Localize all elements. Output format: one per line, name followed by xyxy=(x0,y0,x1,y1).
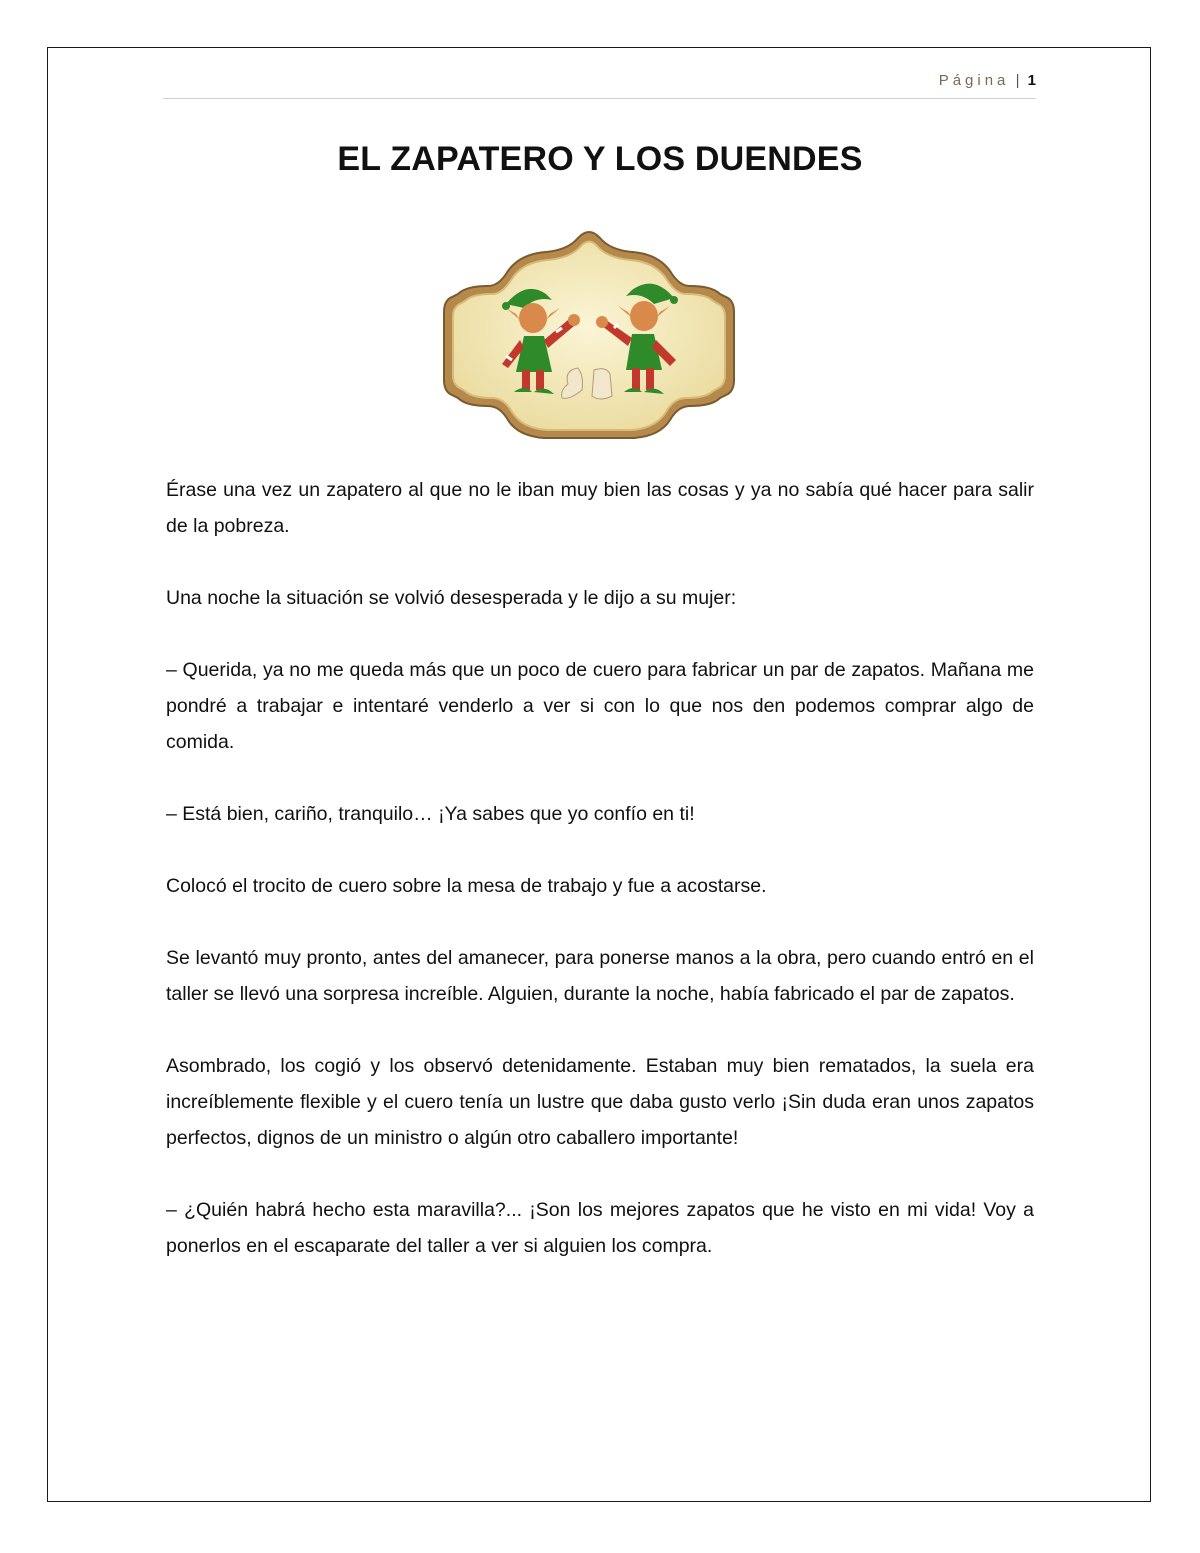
paragraph: – ¿Quién habrá hecho esta maravilla?... ¡Son los mejores zapatos que he visto en mi vida! Voy a ponerlos en el escaparate del taller a ver si alguien los compra. xyxy=(166,1199,1034,1257)
paragraph: – Está bien, cariño, tranquilo… ¡Ya sabes que yo confío en ti! xyxy=(166,803,695,825)
page-header xyxy=(163,72,1036,99)
paragraph: Érase una vez un zapatero al que no le iban muy bien las cosas y ya no sabía qué hacer para salir de la pobreza. xyxy=(166,479,1034,537)
page-number: 1 xyxy=(1027,72,1036,89)
paragraph: Colocó el trocito de cuero sobre la mesa de trabajo y fue a acostarse. xyxy=(166,875,767,897)
page-word: Página xyxy=(938,72,1010,89)
paragraph: Se levantó muy pronto, antes del amanecer, para ponerse manos a la obra, pero cuando entró en el taller se llevó una sorpresa increíble. Alguien, durante la noche, había fabricado el par de zapatos. xyxy=(166,947,1034,1005)
elves-with-shoes-sign-icon xyxy=(428,224,750,442)
header-separator: | xyxy=(1015,72,1020,89)
paragraph: Una noche la situación se volvió desesperada y le dijo a su mujer: xyxy=(166,587,737,609)
page-title: EL ZAPATERO Y LOS DUENDES xyxy=(337,140,863,178)
story-body xyxy=(166,472,1034,1300)
paragraph: Asombrado, los cogió y los observó detenidamente. Estaban muy bien rematados, la suela era increíblemente flexible y el cuero tenía un lustre que daba gusto verlo ¡Sin duda eran unos zapatos perfectos, dignos de un ministro o algún otro caballero importante! xyxy=(166,1055,1034,1149)
paragraph: – Querida, ya no me queda más que un poco de cuero para fabricar un par de zapatos. Mañana me pondré a trabajar e intentaré venderlo a ver si con lo que nos den podemos comprar algo de comida. xyxy=(166,659,1034,753)
